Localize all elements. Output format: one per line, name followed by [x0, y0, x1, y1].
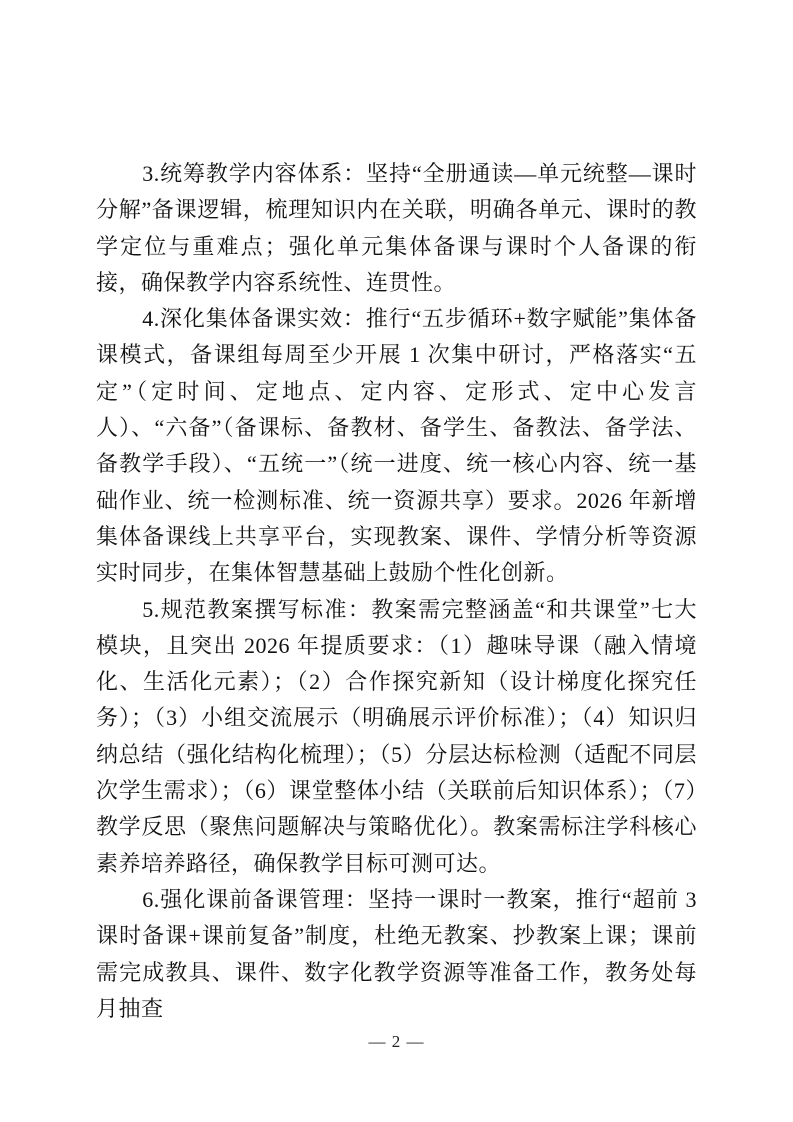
paragraph-3: 3.统筹教学内容体系：坚持“全册通读—单元统整—课时分解”备课逻辑，梳理知识内在关联，明确各单元、课时的教学定位与重难点；强化单元集体备课与课时个人备课的衔接，确保教学内容系统性、连贯性。	[96, 161, 697, 295]
page-number: — 2 —	[368, 1032, 425, 1051]
paragraph-5: 5.规范教案撰写标准：教案需完整涵盖“和共课堂”七大模块，且突出 2026 年提质要求：（1）趣味导课（融入情境化、生活化元素）；（2）合作探究新知（设计梯度化探究任务）；（3）小组交流展示（明确展示评价标准）；（4）知识归纳总结（强化结构化梳理）；（5）分层达标检测（适配不同层次学生需求）；（6）课堂整体小结（关联前后知识体系）；（7）教学反思（聚焦问题解决与策略优化）。教案需标注学科核心素养培养路径，确保教学目标可测可达。	[96, 596, 697, 876]
document-body	[96, 156, 697, 1027]
paragraph-6: 6.强化课前备课管理：坚持一课时一教案，推行“超前 3 课时备课+课前复备”制度，杜绝无教案、抄教案上课；课前需完成教具、课件、数字化教学资源等准备工作，教务处每月抽查	[96, 886, 697, 1021]
paragraph-4: 4.深化集体备课实效：推行“五步循环+数字赋能”集体备课模式，备课组每周至少开展 1 次集中研讨，严格落实“五定”（定时间、定地点、定内容、定形式、定中心发言人）、“六备”（备课标、备教材、备学生、备教法、备学法、备教学手段）、“五统一”（统一进度、统一核心内容、统一基础作业、统一检测标准、统一资源共享）要求。2026 年新增集体备课线上共享平台，实现教案、课件、学情分析等资源实时同步，在集体智慧基础上鼓励个性化创新。	[96, 306, 698, 586]
